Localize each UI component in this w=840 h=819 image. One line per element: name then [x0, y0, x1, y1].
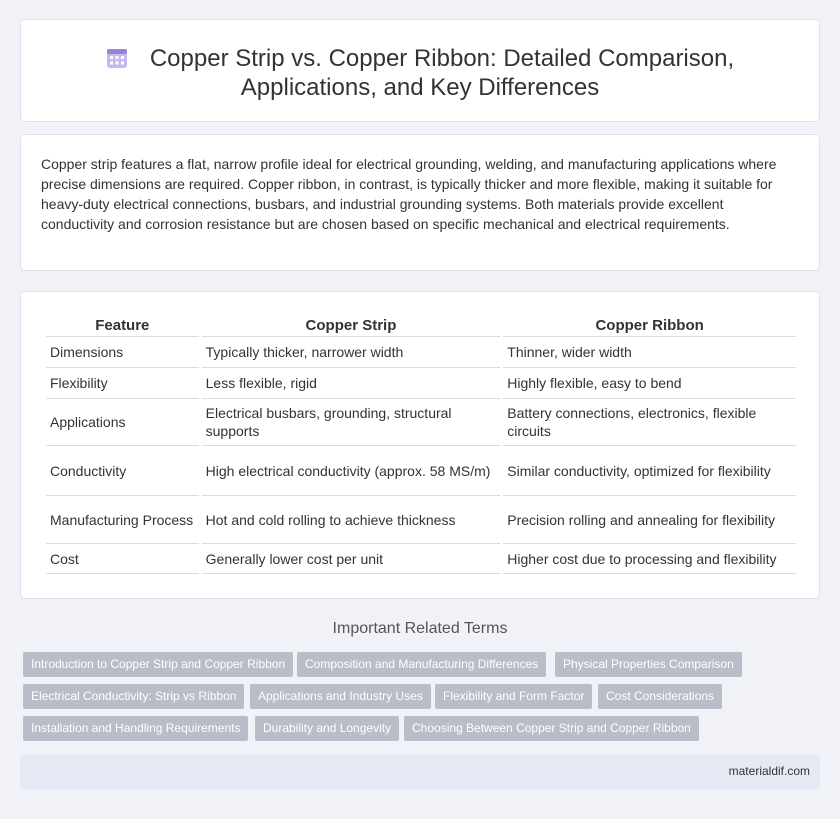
related-tag[interactable]: Applications and Industry Uses [250, 684, 431, 709]
header-copper-ribbon: Copper Ribbon [503, 315, 796, 337]
related-tag[interactable]: Durability and Longevity [255, 716, 399, 741]
feature-cell: Manufacturing Process [46, 496, 199, 544]
strip-cell: Hot and cold rolling to achieve thickness [202, 496, 501, 544]
table-header-row [46, 315, 796, 337]
ribbon-cell: Precision rolling and annealing for flexibility [503, 496, 796, 544]
related-tag[interactable]: Introduction to Copper Strip and Copper Ribbon [23, 652, 293, 677]
table-row [46, 337, 796, 368]
header-copper-strip: Copper Strip [202, 315, 501, 337]
strip-cell: Electrical busbars, grounding, structural supports [202, 399, 501, 446]
table-row [46, 544, 796, 574]
footer-site-link[interactable]: materialdif.com [728, 764, 810, 778]
intro-card [20, 134, 820, 271]
related-tag[interactable]: Physical Properties Comparison [555, 652, 742, 677]
ribbon-cell: Similar conductivity, optimized for flexibility [503, 446, 796, 496]
calendar-icon [106, 47, 128, 69]
page-title-line1: Copper Strip vs. Copper Ribbon: Detailed Comparison, [149, 45, 735, 72]
comparison-table [43, 315, 799, 574]
ribbon-cell: Higher cost due to processing and flexibility [503, 544, 796, 574]
related-tag[interactable]: Flexibility and Form Factor [435, 684, 592, 709]
related-tag[interactable]: Choosing Between Copper Strip and Copper Ribbon [404, 716, 699, 741]
feature-cell: Flexibility [46, 368, 199, 399]
ribbon-cell: Highly flexible, easy to bend [503, 368, 796, 399]
table-row [46, 496, 796, 544]
related-terms-title: Important Related Terms [332, 620, 508, 637]
table-row [46, 368, 796, 399]
ribbon-cell: Thinner, wider width [503, 337, 796, 368]
strip-cell: Generally lower cost per unit [202, 544, 501, 574]
intro-text: Copper strip features a flat, narrow profile ideal for electrical grounding, welding, and manufacturing applications where precise dimensions are required. Copper ribbon, in contrast, is typically thicker and more flexible, making it suitable for heavy-duty electrical connections, busbars, and industrial grounding systems. Both materials provide excellent conductivity and corrosion resistance but are chosen based on specific mechanical and electrical requirements. [41, 156, 777, 232]
related-tag[interactable]: Composition and Manufacturing Differences [297, 652, 546, 677]
footer [20, 755, 820, 789]
table-row [46, 399, 796, 446]
ribbon-cell: Battery connections, electronics, flexible circuits [503, 399, 796, 446]
strip-cell: Typically thicker, narrower width [202, 337, 501, 368]
header-feature: Feature [46, 315, 199, 337]
feature-cell: Applications [46, 399, 199, 446]
page-title-wrap [21, 44, 819, 102]
strip-cell: High electrical conductivity (approx. 58 MS/m) [202, 446, 501, 496]
header-card [20, 19, 820, 122]
related-tag[interactable]: Cost Considerations [598, 684, 722, 709]
related-tag[interactable]: Installation and Handling Requirements [23, 716, 248, 741]
strip-cell: Less flexible, rigid [202, 368, 501, 399]
comparison-table-card [20, 291, 820, 599]
feature-cell: Cost [46, 544, 199, 574]
page-title-line2: Applications, and Key Differences [240, 74, 600, 101]
feature-cell: Dimensions [46, 337, 199, 368]
table-row [46, 446, 796, 496]
feature-cell: Conductivity [46, 446, 199, 496]
related-tag[interactable]: Electrical Conductivity: Strip vs Ribbon [23, 684, 244, 709]
